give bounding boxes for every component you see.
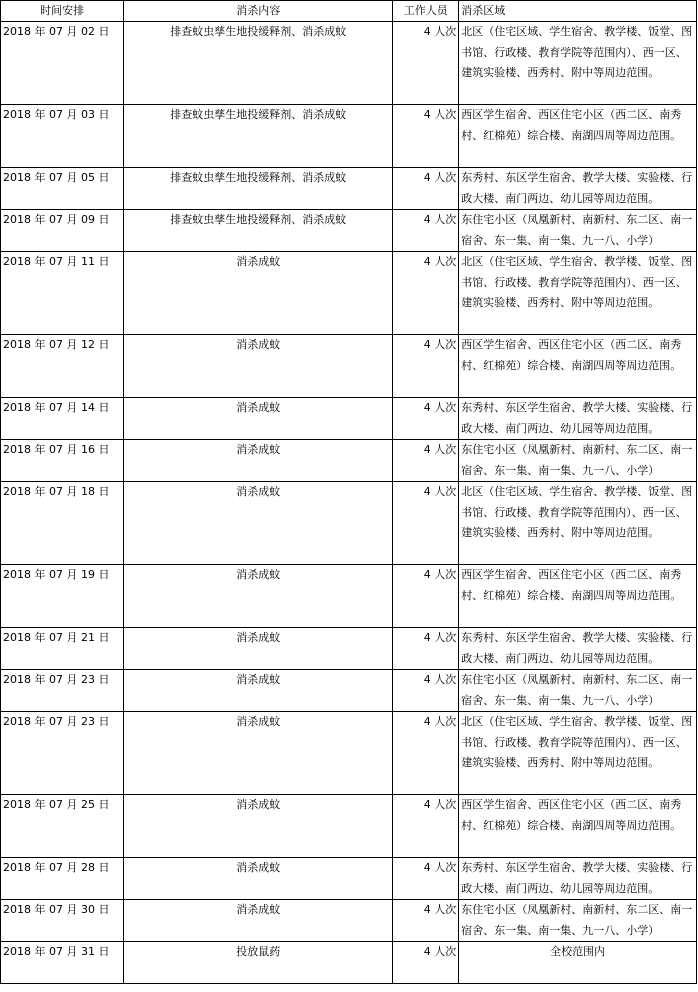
row-date bbox=[1, 22, 124, 105]
table-row bbox=[1, 335, 697, 398]
row-staff-text: 4 人次 bbox=[423, 443, 457, 456]
row-area-text: 北区（住宅区域、学生宿舍、教学楼、饭堂、图书馆、行政楼、教育学院等范围内）、西一区、建筑实验楼、西秀村、附中等周边范围。 bbox=[461, 25, 693, 79]
row-staff bbox=[393, 210, 459, 252]
row-area-text: 东秀村、东区学生宿舍、教学大楼、实验楼、行政大楼、南门两边、幼儿园等周边范围。 bbox=[461, 631, 693, 665]
row-date-text: 2018 年 07 月 16 日 bbox=[3, 443, 110, 456]
row-staff-text: 4 人次 bbox=[423, 945, 457, 958]
table-row bbox=[1, 942, 697, 984]
row-staff-text: 4 人次 bbox=[423, 568, 457, 581]
row-area-text: 东秀村、东区学生宿舍、教学大楼、实验楼、行政大楼、南门两边、幼儿园等周边范围。 bbox=[461, 401, 693, 435]
table-row bbox=[1, 398, 697, 440]
row-content-text: 消杀成蚊 bbox=[236, 401, 281, 414]
row-area bbox=[459, 210, 697, 252]
row-staff bbox=[393, 628, 459, 670]
row-staff-text: 4 人次 bbox=[423, 108, 457, 121]
row-content-text: 排查蚊虫孳生地投缓释剂、消杀成蚊 bbox=[170, 108, 347, 121]
row-content bbox=[124, 628, 393, 670]
row-area bbox=[459, 252, 697, 335]
row-date bbox=[1, 565, 124, 628]
row-area-text: 西区学生宿舍、西区住宅小区（西二区、南秀村、红棉苑）综合楼、南湖四周等周边范围。 bbox=[461, 338, 682, 372]
row-content bbox=[124, 252, 393, 335]
row-area bbox=[459, 168, 697, 210]
row-date bbox=[1, 628, 124, 670]
row-area-text: 东住宅小区（凤凰新村、南新村、东二区、南一宿舍、东一集、南一集、九一八、小学） bbox=[461, 213, 693, 247]
table-row bbox=[1, 482, 697, 565]
row-area bbox=[459, 440, 697, 482]
row-area-text: 东秀村、东区学生宿舍、教学大楼、实验楼、行政大楼、南门两边、幼儿园等周边范围。 bbox=[461, 861, 693, 895]
row-area-text: 西区学生宿舍、西区住宅小区（西二区、南秀村、红棉苑）综合楼、南湖四周等周边范围。 bbox=[461, 108, 682, 142]
row-date bbox=[1, 105, 124, 168]
row-content-text: 消杀成蚊 bbox=[236, 338, 281, 351]
row-staff bbox=[393, 482, 459, 565]
row-content-text: 消杀成蚊 bbox=[236, 568, 281, 581]
row-content bbox=[124, 670, 393, 712]
table-row bbox=[1, 168, 697, 210]
row-area bbox=[459, 565, 697, 628]
row-date-text: 2018 年 07 月 23 日 bbox=[3, 673, 110, 686]
row-date-text: 2018 年 07 月 02 日 bbox=[3, 25, 110, 38]
row-content-text: 消杀成蚊 bbox=[236, 485, 281, 498]
row-content-text: 排查蚊虫孳生地投缓释剂、消杀成蚊 bbox=[170, 171, 347, 184]
table-row bbox=[1, 440, 697, 482]
row-area bbox=[459, 398, 697, 440]
row-staff-text: 4 人次 bbox=[423, 25, 457, 38]
row-date bbox=[1, 168, 124, 210]
table-row bbox=[1, 712, 697, 795]
row-area-text: 东秀村、东区学生宿舍、教学大楼、实验楼、行政大楼、南门两边、幼儿园等周边范围。 bbox=[461, 171, 693, 205]
row-date-text: 2018 年 07 月 12 日 bbox=[3, 338, 110, 351]
row-content bbox=[124, 565, 393, 628]
row-staff-text: 4 人次 bbox=[423, 401, 457, 414]
row-content-text: 消杀成蚊 bbox=[236, 715, 281, 728]
row-staff bbox=[393, 440, 459, 482]
row-area-text: 东住宅小区（凤凰新村、南新村、东二区、南一宿舍、东一集、南一集、九一八、小学） bbox=[461, 673, 693, 707]
row-content bbox=[124, 105, 393, 168]
row-area bbox=[459, 712, 697, 795]
row-content bbox=[124, 712, 393, 795]
row-area bbox=[459, 482, 697, 565]
row-content bbox=[124, 335, 393, 398]
row-date-text: 2018 年 07 月 23 日 bbox=[3, 715, 110, 728]
row-area-text: 北区（住宅区域、学生宿舍、教学楼、饭堂、图书馆、行政楼、教育学院等范围内）、西一区、建筑实验楼、西秀村、附中等周边范围。 bbox=[461, 255, 693, 309]
row-staff bbox=[393, 900, 459, 942]
table-row bbox=[1, 795, 697, 858]
row-content-text: 消杀成蚊 bbox=[236, 903, 281, 916]
row-content-text: 排查蚊虫孳生地投缓释剂、消杀成蚊 bbox=[170, 25, 347, 38]
row-staff-text: 4 人次 bbox=[423, 861, 457, 874]
row-content bbox=[124, 440, 393, 482]
row-date bbox=[1, 900, 124, 942]
row-content-text: 消杀成蚊 bbox=[236, 673, 281, 686]
row-staff bbox=[393, 858, 459, 900]
row-staff bbox=[393, 105, 459, 168]
row-content bbox=[124, 168, 393, 210]
row-area bbox=[459, 670, 697, 712]
row-date bbox=[1, 858, 124, 900]
row-staff-text: 4 人次 bbox=[423, 798, 457, 811]
row-content-text: 消杀成蚊 bbox=[236, 255, 281, 268]
table-row bbox=[1, 252, 697, 335]
row-area-text: 全校范围内 bbox=[550, 945, 606, 958]
table-row bbox=[1, 105, 697, 168]
row-area bbox=[459, 942, 697, 984]
row-date bbox=[1, 712, 124, 795]
row-date bbox=[1, 398, 124, 440]
table-row bbox=[1, 858, 697, 900]
row-area bbox=[459, 795, 697, 858]
header-date: 时间安排 bbox=[1, 1, 124, 22]
row-date bbox=[1, 795, 124, 858]
row-content bbox=[124, 942, 393, 984]
row-area bbox=[459, 900, 697, 942]
row-content-text: 消杀成蚊 bbox=[236, 798, 281, 811]
row-staff bbox=[393, 22, 459, 105]
row-staff-text: 4 人次 bbox=[423, 715, 457, 728]
row-content-text: 消杀成蚊 bbox=[236, 631, 281, 644]
row-content bbox=[124, 900, 393, 942]
row-date-text: 2018 年 07 月 21 日 bbox=[3, 631, 110, 644]
row-staff bbox=[393, 565, 459, 628]
row-content bbox=[124, 22, 393, 105]
row-staff bbox=[393, 670, 459, 712]
table-row bbox=[1, 670, 697, 712]
row-content bbox=[124, 398, 393, 440]
row-staff-text: 4 人次 bbox=[423, 631, 457, 644]
row-date-text: 2018 年 07 月 14 日 bbox=[3, 401, 110, 414]
row-staff-text: 4 人次 bbox=[423, 903, 457, 916]
table-row bbox=[1, 210, 697, 252]
row-date bbox=[1, 252, 124, 335]
row-staff-text: 4 人次 bbox=[423, 485, 457, 498]
row-date-text: 2018 年 07 月 05 日 bbox=[3, 171, 110, 184]
row-content bbox=[124, 482, 393, 565]
row-date-text: 2018 年 07 月 18 日 bbox=[3, 485, 110, 498]
row-area-text: 西区学生宿舍、西区住宅小区（西二区、南秀村、红棉苑）综合楼、南湖四周等周边范围。 bbox=[461, 798, 682, 832]
row-date-text: 2018 年 07 月 09 日 bbox=[3, 213, 110, 226]
row-date-text: 2018 年 07 月 31 日 bbox=[3, 945, 110, 958]
table-row bbox=[1, 565, 697, 628]
table-header-row bbox=[1, 1, 697, 22]
row-staff bbox=[393, 795, 459, 858]
row-date-text: 2018 年 07 月 28 日 bbox=[3, 861, 110, 874]
row-date-text: 2018 年 07 月 03 日 bbox=[3, 108, 110, 121]
table-row bbox=[1, 900, 697, 942]
row-area-text: 北区（住宅区域、学生宿舍、教学楼、饭堂、图书馆、行政楼、教育学院等范围内）、西一区、建筑实验楼、西秀村、附中等周边范围。 bbox=[461, 485, 693, 539]
row-date bbox=[1, 210, 124, 252]
table-row bbox=[1, 22, 697, 105]
row-date bbox=[1, 440, 124, 482]
row-staff bbox=[393, 942, 459, 984]
row-staff-text: 4 人次 bbox=[423, 255, 457, 268]
row-date bbox=[1, 942, 124, 984]
row-content-text: 投放鼠药 bbox=[236, 945, 281, 958]
row-area bbox=[459, 858, 697, 900]
row-date bbox=[1, 335, 124, 398]
row-area bbox=[459, 628, 697, 670]
header-area: 消杀区域 bbox=[459, 1, 697, 22]
row-area-text: 东住宅小区（凤凰新村、南新村、东二区、南一宿舍、东一集、南一集、九一八、小学） bbox=[461, 903, 693, 937]
row-content-text: 消杀成蚊 bbox=[236, 443, 281, 456]
row-staff bbox=[393, 168, 459, 210]
row-content-text: 消杀成蚊 bbox=[236, 861, 281, 874]
row-staff bbox=[393, 335, 459, 398]
row-staff-text: 4 人次 bbox=[423, 338, 457, 351]
row-date bbox=[1, 482, 124, 565]
row-staff-text: 4 人次 bbox=[423, 171, 457, 184]
row-area bbox=[459, 335, 697, 398]
table-row bbox=[1, 628, 697, 670]
row-content bbox=[124, 795, 393, 858]
row-area-text: 北区（住宅区域、学生宿舍、教学楼、饭堂、图书馆、行政楼、教育学院等范围内）、西一区、建筑实验楼、西秀村、附中等周边范围。 bbox=[461, 715, 693, 769]
row-content-text: 排查蚊虫孳生地投缓释剂、消杀成蚊 bbox=[170, 213, 347, 226]
row-staff bbox=[393, 712, 459, 795]
row-staff bbox=[393, 252, 459, 335]
row-area bbox=[459, 22, 697, 105]
row-content bbox=[124, 858, 393, 900]
row-date bbox=[1, 670, 124, 712]
row-date-text: 2018 年 07 月 30 日 bbox=[3, 903, 110, 916]
row-date-text: 2018 年 07 月 19 日 bbox=[3, 568, 110, 581]
row-staff-text: 4 人次 bbox=[423, 673, 457, 686]
row-date-text: 2018 年 07 月 11 日 bbox=[3, 255, 110, 268]
row-area-text: 西区学生宿舍、西区住宅小区（西二区、南秀村、红棉苑）综合楼、南湖四周等周边范围。 bbox=[461, 568, 682, 602]
row-date-text: 2018 年 07 月 25 日 bbox=[3, 798, 110, 811]
row-area bbox=[459, 105, 697, 168]
row-staff-text: 4 人次 bbox=[423, 213, 457, 226]
header-staff: 工作人员 bbox=[393, 1, 459, 22]
row-content bbox=[124, 210, 393, 252]
table-body bbox=[1, 22, 697, 984]
row-area-text: 东住宅小区（凤凰新村、南新村、东二区、南一宿舍、东一集、南一集、九一八、小学） bbox=[461, 443, 693, 477]
row-staff bbox=[393, 398, 459, 440]
header-content: 消杀内容 bbox=[124, 1, 393, 22]
